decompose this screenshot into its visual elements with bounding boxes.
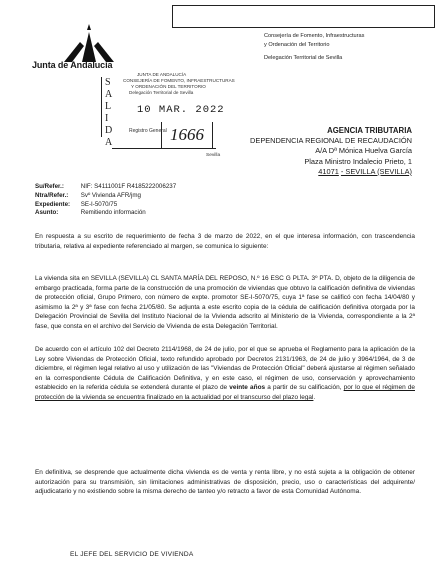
- stamp-footer: Sevilla: [206, 153, 221, 158]
- signature-title: EL JEFE DEL SERVICIO DE VIVIENDA: [70, 551, 194, 558]
- paragraph-property: La vivienda sita en SEVILLA (SEVILLA) CL SANTA MARÍA DEL REPOSO, N.º 16 ESC G PLTA. 3º PTA. D, objeto de la diligencia de embargo practicada, forma parte de la construcción de una promoción de viviendas que obtuvo la calificación definitiva de viviendas de protección oficial, Grupo Primero, con número de expte. promotor SE-I-5070/75, cuya 1ª fase se calificó con fecha 14/04/80 y asimismo la 2ª y 3ª fase con fecha 21/05/80. Se adjunta a este escrito copia de la cédula de calificación definitiva otorgada por la Delegación Provincial de Sevilla del Instituto Nacional de la Vivienda adscrito al Ministerio de la Vivienda, correspondiente a la 2ª fase, que consta en el archivo del Servicio de Vivienda de esta Delegación Territorial.: [35, 275, 415, 330]
- stamp-vertical-label: [101, 77, 116, 148]
- stamp-vertical-text: S A L I D A: [105, 77, 113, 148]
- stamp-header-line: JUNTA DE ANDALUCÍA: [137, 72, 187, 77]
- reference-row: Ntra/Refer.: Svº Vivienda AFR/jmg: [35, 191, 141, 199]
- recipient-agency: AGENCIA TRIBUTARIA: [327, 126, 412, 135]
- stamp-header-line: Delegación Territorial de Sevilla: [129, 90, 194, 95]
- recipient-city-line: [318, 167, 412, 177]
- consejeria-line-1: Consejería de Fomento, Infraestructuras: [264, 33, 365, 39]
- recipient-attention: A/A Dª Mónica Huelva García: [315, 146, 412, 156]
- logo-text: Junta de Andalucía: [32, 60, 113, 70]
- stamp-header-line: Y ORDENACIÓN DEL TERRITORIO: [131, 84, 206, 89]
- consejeria-line-2: y Ordenación del Territorio: [264, 41, 330, 48]
- recipient-address: Plaza Ministro Indalecio Prieto, 1: [304, 156, 412, 166]
- recipient-postal: 41071: [318, 166, 339, 176]
- stamp-header-line: CONSEJERÍA DE FOMENTO, INFRAESTRUCTURAS: [123, 78, 235, 83]
- recipient-block: [240, 126, 412, 177]
- recipient-dependency: DEPENDENCIA REGIONAL DE RECAUDACIÓN: [250, 136, 412, 146]
- stamp-number: 1666: [161, 122, 213, 148]
- registry-stamp: [99, 72, 235, 170]
- reference-row: Su/Refer.: NIF: S4111001F R4185222006237: [35, 183, 177, 190]
- reference-row: Asunto: Remitiendo información: [35, 209, 146, 217]
- redacted-box: [172, 5, 435, 28]
- paragraph-intro: En respuesta a su escrito de requerimiento de fecha 3 de marzo de 2022, en el que interesa información, con trascendencia tributaria, relativa al expediente referenciado al margen, se comunica lo siguiente:: [35, 233, 415, 250]
- reference-row: Expediente: SE-I-5070/75: [35, 200, 118, 208]
- stamp-date: 10 MAR. 2022: [137, 104, 225, 116]
- junta-andalucia-logo-icon: [60, 24, 118, 64]
- reference-block: [35, 183, 176, 218]
- stamp-registry-label: Registro General: [129, 128, 167, 134]
- stamp-divider: [112, 148, 216, 149]
- paragraph-conclusion: En definitiva, se desprende que actualmente dicha vivienda es de venta y renta libre, y no está sujeta a la obligación de obtener autorización para su transmisión, sin limitaciones administrativas de disposición, precio, uso o características del adquirente/ adjudicatario y no existiendo sobre la misma derecho de tanteo y/o retracto a favor de esta Comunidad Autónoma.: [35, 469, 415, 496]
- recipient-city: - SEVILLA (SEVILLA): [340, 166, 412, 176]
- consejeria-header: [264, 32, 364, 63]
- paragraph-legal: De acuerdo con el artículo 102 del Decreto 2114/1968, de 24 de julio, por el que se aprueba el Reglamento para la aplicación de la Ley sobre Viviendas de Protección Oficial, texto refundido aprobado por Decretos 2131/1963, de 24 de julio y 3964/1964, de 3 de diciembre, el régimen legal relativo al uso y utilización de las "Viviendas de Protección Oficial" deberá ajustarse al régimen señalado en la correspondiente Cédula de Calificación Definitiva, y en este caso, el régimen de uso, conservación y aprovechamiento establecido en la referida cédula se extenderá durante el plazo de veinte años a partir de su calificación, por lo que el régimen de protección de la vivienda se encuentra finalizado en la actualidad por el transcurso del plazo legal.: [35, 346, 415, 401]
- delegacion-line: Delegación Territorial de Sevilla: [264, 55, 343, 62]
